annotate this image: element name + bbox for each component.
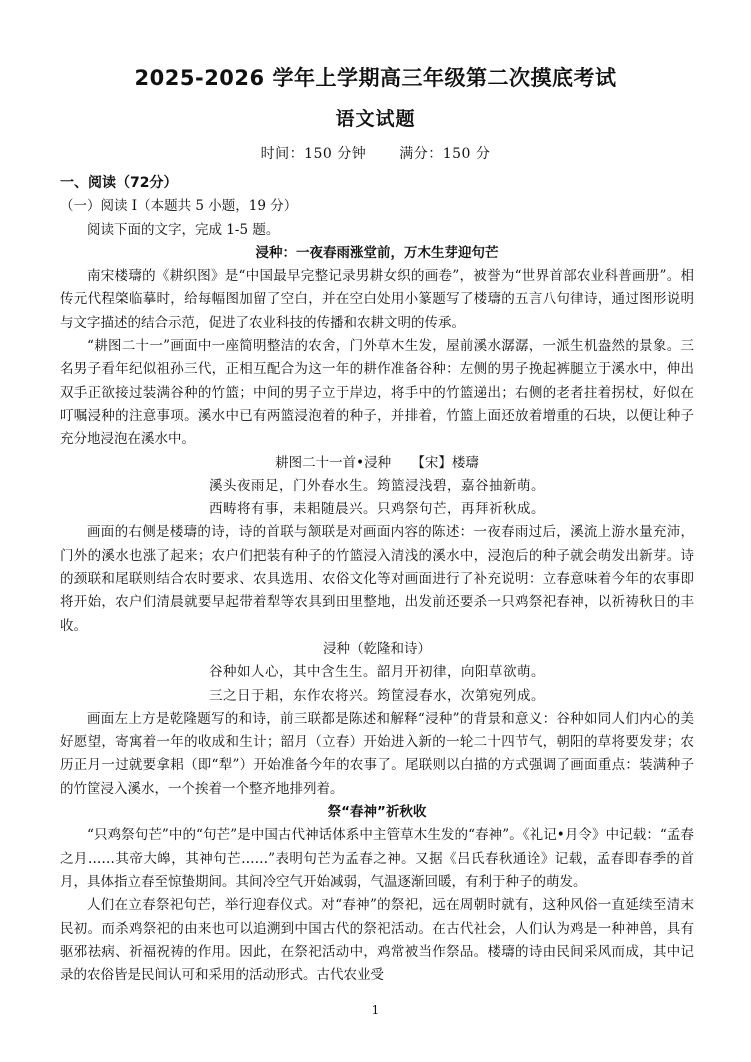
poem-2-line-2: 三之日于耜，东作农将兴。筠筐浸春水，次第宛列成。 xyxy=(209,687,545,704)
poem-1-title: 耕图二十一首•浸种 【宋】楼璹 xyxy=(275,454,479,471)
paragraph-2: “耕图二十一”画面中一座简明整洁的农舍，门外草木生发，屋前溪水潺潺，一派生机盎然的景象。三名男子看年纪似祖孙三代，正相互配合为这一年的耕作准备谷种：左侧的男子挽起裤腿立于溪水中，伸出双手正欲接过装满谷种的竹篮；中间的男子立于岸边，将手中的竹篮递出；右侧的老者拄着拐杖，好似在叮嘱浸种的注意事项。溪水中已有两篮浸泡着的种子，并排着，竹篮上面还放着增重的石块，以便让种子充分地浸泡在溪水中。 xyxy=(60,338,694,448)
article-title-1: 浸种：一夜春雨涨堂前，万木生芽迎句芒 xyxy=(255,244,499,261)
page-number: 1 xyxy=(371,1003,380,1017)
exam-title: 2025-2026 学年上学期高三年级第二次摸底考试 xyxy=(134,66,617,90)
paragraph-5: “只鸡祭句芒”中的“句芒”是中国古代神话体系中主管草木生发的“春神”。《礼记•月令》中记载：“孟春之月……其帝大皞，其神句芒……”表明句芒为孟春之神。又据《吕氏春秋通诠》记载，孟春即春季的首月，具体指立春至惊蛰期间。其间冷空气开始减弱，气温逐渐回暖，有利于种子的萌发。 xyxy=(60,827,694,890)
poem-2-line-1: 谷种如人心，其中含生生。韶月开初律，向阳草欲萌。 xyxy=(209,664,545,681)
subject-title: 语文试题 xyxy=(335,108,416,130)
poem-1-line-2: 西畴将有事，耒耜随晨兴。只鸡祭句芒，再拜祈秋成。 xyxy=(209,501,545,518)
exam-time: 时间：150 分钟 xyxy=(260,146,367,162)
paragraph-1: 南宋楼璹的《耕织图》是“中国最早完整记录男耕女织的画卷”，被誉为“世界首部农业科普画册”。相传元代程棨临摹时，给每幅图加留了空白，并在空白处用小篆题写了楼璹的五言八句律诗，通过图形说明与文字描述的结合示范，促进了农业科技的传播和农耕文明的传承。 xyxy=(60,268,694,331)
section-subheading: （一）阅读 I（本题共 5 小题，19 分） xyxy=(60,198,298,215)
section-instruction: 阅读下面的文字，完成 1-5 题。 xyxy=(87,221,280,238)
paragraph-6: 人们在立春祭祀句芒，举行迎春仪式。对“春神”的祭祀，远在周朝时就有，这种风俗一直延续至清末民初。而杀鸡祭祀的由来也可以追溯到中国古代的祭祀活动。在古代社会，人们认为鸡是一种神兽，具有驱邪祛病、祈福祝祷的作用。因此，在祭祀活动中，鸡常被当作祭品。楼璹的诗由民间采风而成，其中记录的农俗皆是民间认可和采用的活动形式。古代农业受 xyxy=(60,897,694,984)
paragraph-4: 画面左上方是乾隆题写的和诗，前三联都是陈述和解释“浸种”的背景和意义：谷种如同人们内心的美好愿望，寄寓着一年的收成和生计；韶月（立春）开始进入新的一轮二十四节气，朝阳的草将要发芽；农历正月一过就要拿耜（即“犁”）开始准备今年的农事了。尾联则以白描的方式强调了画面重点：装满种子的竹筐浸入溪水，一个挨着一个整齐地排列着。 xyxy=(60,710,694,797)
paragraph-3: 画面的右侧是楼璹的诗，诗的首联与颔联是对画面内容的陈述：一夜春雨过后，溪流上游水量充沛，门外的溪水也涨了起来；农户们把装有种子的竹篮浸入清浅的溪水中，浸泡后的种子就会萌发出新芽。诗的颈联和尾联则结合农时要求、农具选用、农俗文化等对画面进行了补充说明：立春意味着今年的农事即将开始，农户们清晨就要早起带着犁等农具到田里整地，出发前还要杀一只鸡祭祀春神，以祈祷秋日的丰收。 xyxy=(60,524,694,634)
poem-2-title: 浸种（乾隆和诗） xyxy=(323,640,431,657)
exam-score: 满分：150 分 xyxy=(399,146,491,162)
exam-meta xyxy=(0,143,751,163)
poem-1-line-1: 溪头夜雨足，门外春水生。筠篮浸浅碧，嘉谷抽新萌。 xyxy=(209,477,545,494)
article-title-2: 祭“春神”祈秋收 xyxy=(327,804,427,821)
exam-content xyxy=(60,172,694,987)
section-heading: 一、阅读（72分） xyxy=(60,175,178,191)
